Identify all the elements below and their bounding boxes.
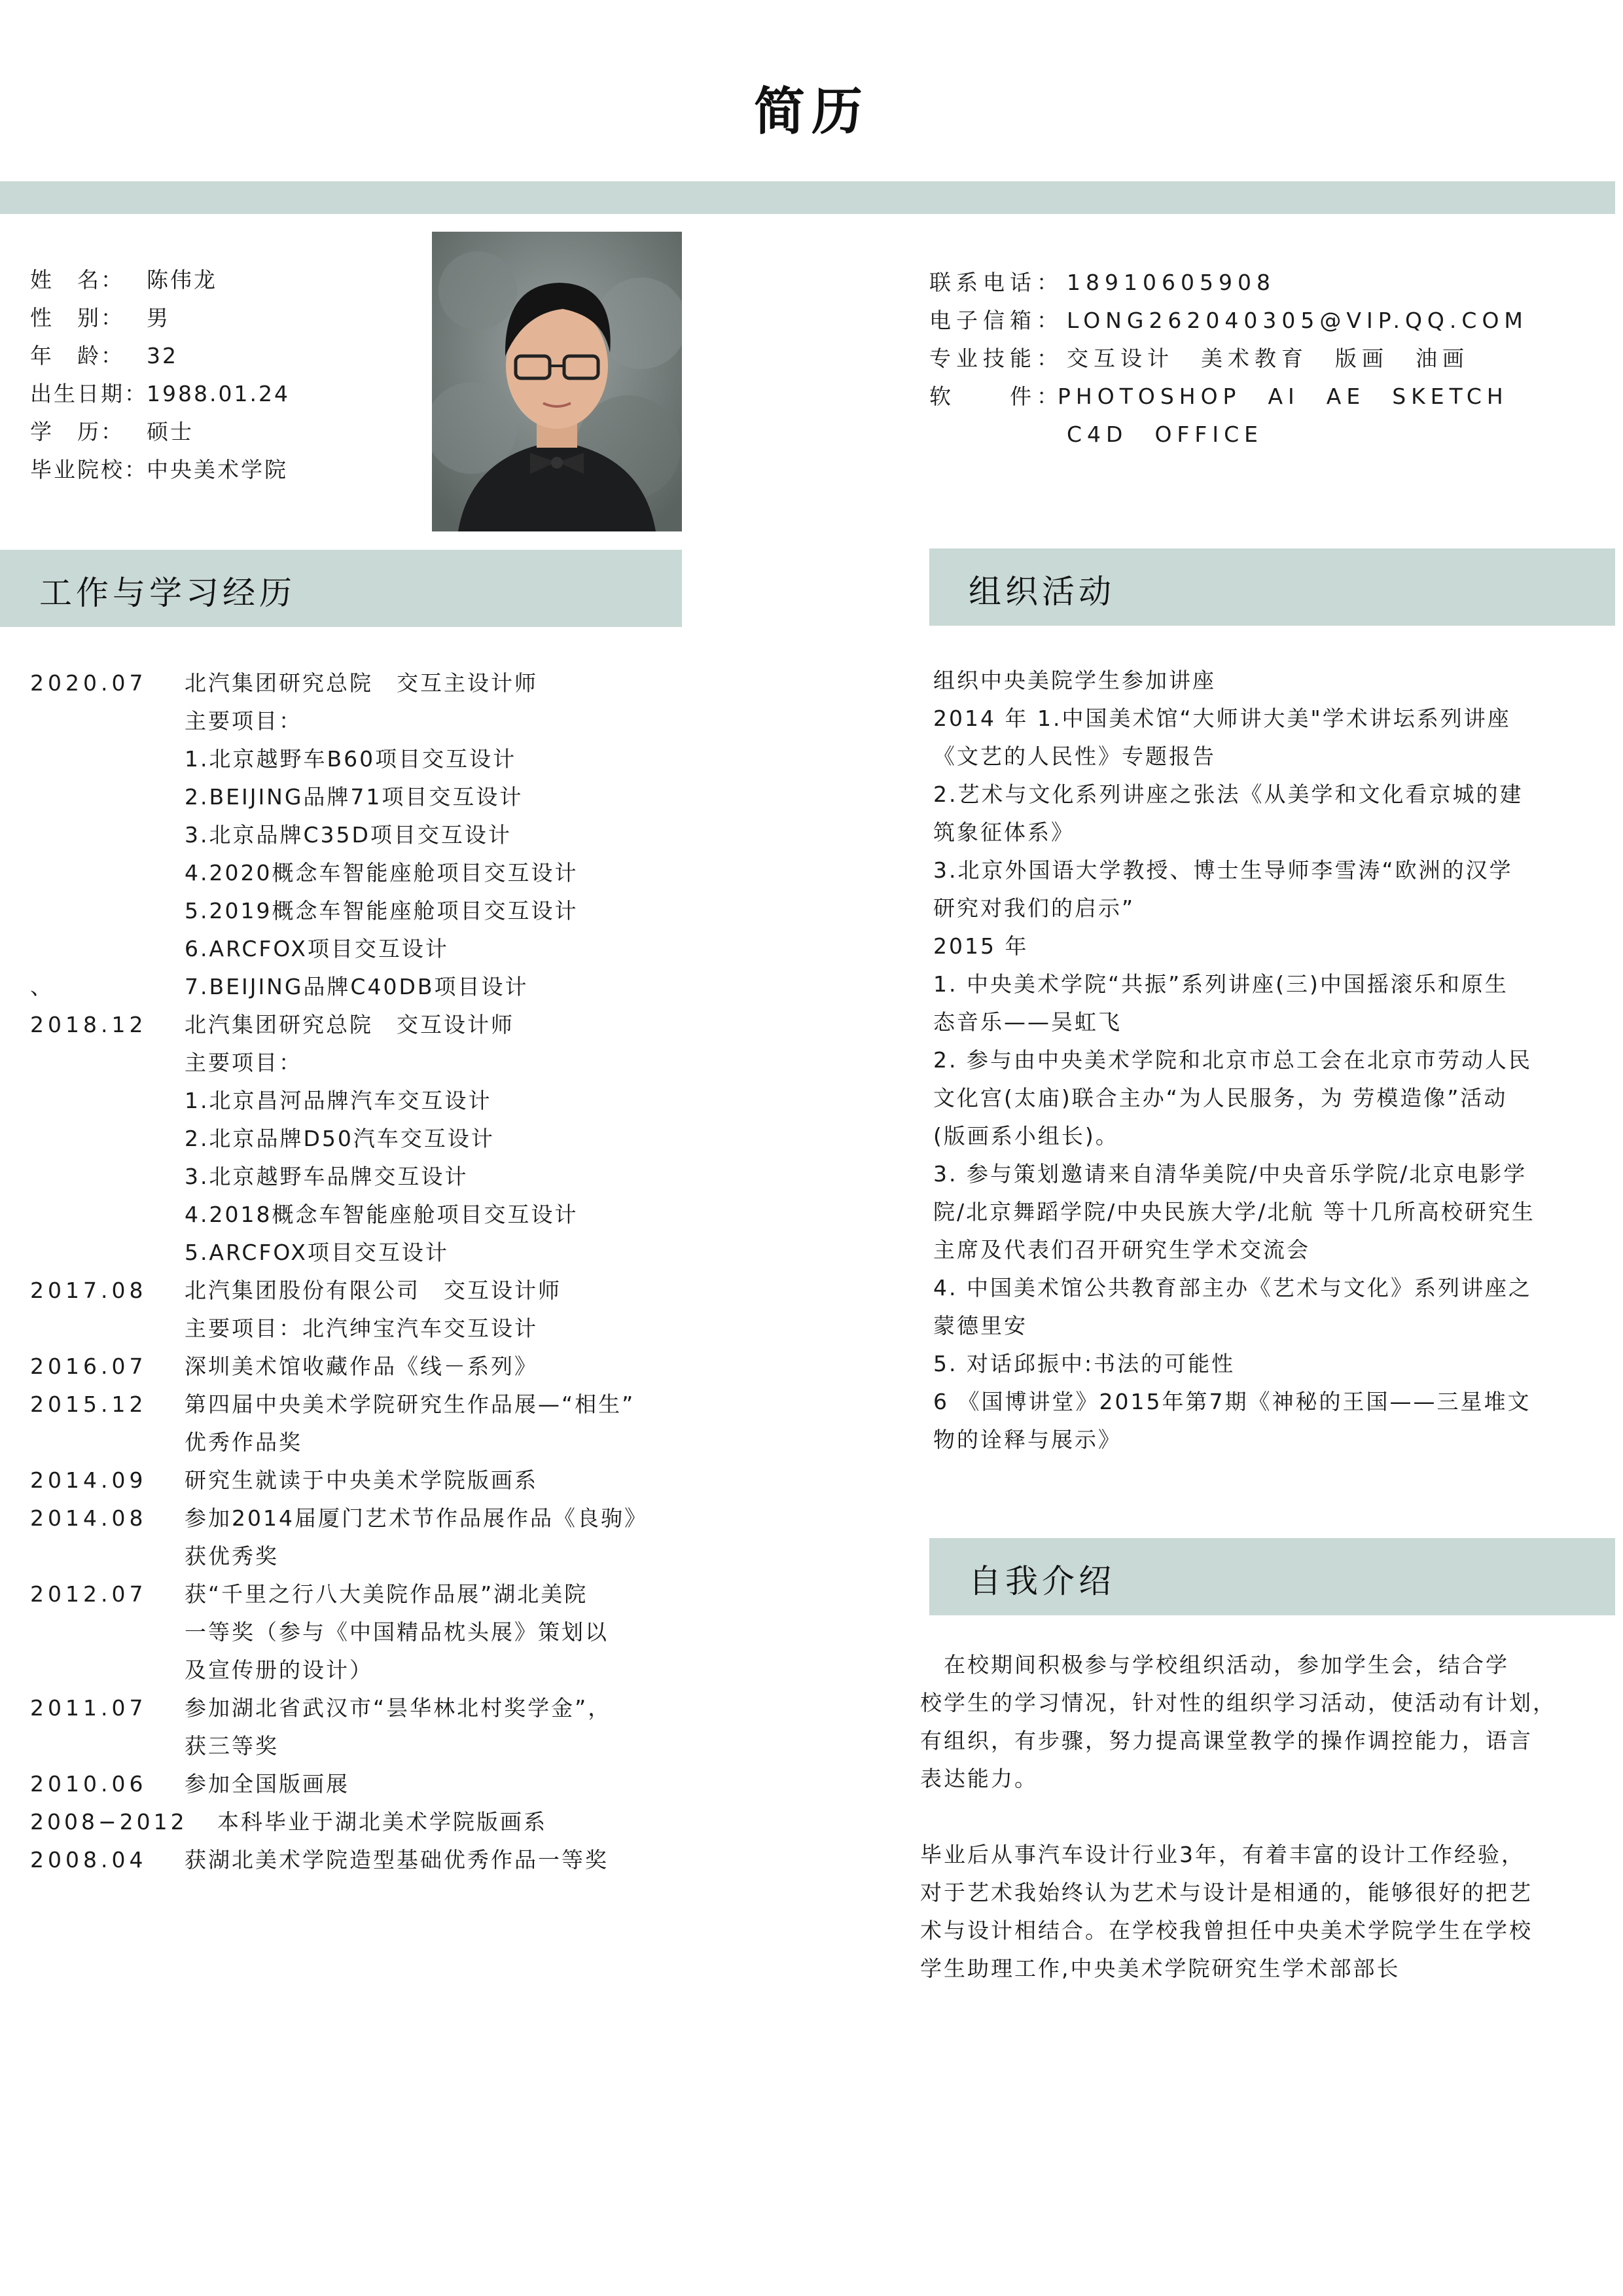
- info-label: 毕业院校：: [30, 457, 148, 482]
- activity-line: 6 《国博讲堂》2015年第7期《神秘的王国——三星堆文: [933, 1389, 1531, 1414]
- experience-text: 1.北京越野车B60项目交互设计: [185, 746, 517, 772]
- experience-text: 及宣传册的设计）: [185, 1657, 373, 1683]
- experience-year: 、: [30, 974, 56, 999]
- contact-label: 专业技能：: [929, 346, 1063, 371]
- contact-label: 电子信箱：: [929, 308, 1063, 333]
- experience-text: 3.北京品牌C35D项目交互设计: [185, 822, 512, 848]
- experience-row: [30, 973, 529, 1001]
- experience-text: 4.2020概念车智能座舱项目交互设计: [185, 860, 579, 886]
- experience-header: [0, 550, 682, 627]
- contact-skills: [929, 344, 1469, 373]
- experience-row: [30, 1428, 302, 1457]
- experience-row: [30, 1580, 588, 1609]
- experience-row: [30, 1086, 492, 1115]
- experience-row: [30, 1846, 609, 1874]
- info-value: 陈伟龙: [147, 267, 217, 293]
- contact-value: 18910605908: [1067, 270, 1275, 295]
- experience-year: 2011.07: [30, 1695, 147, 1721]
- contact-label: 联系电话：: [929, 270, 1063, 295]
- contact-software: [929, 382, 1508, 411]
- contact-label: 软 件：: [929, 384, 1063, 409]
- info-name: [30, 266, 217, 295]
- experience-row: [30, 1276, 562, 1305]
- section-title: 工作与学习经历: [39, 574, 296, 612]
- experience-text: 北汽集团股份有限公司 交互设计师: [185, 1278, 562, 1303]
- experience-text: 4.2018概念车智能座舱项目交互设计: [185, 1202, 579, 1227]
- experience-text: 7.BEIJING品牌C40DB项目设计: [185, 974, 529, 999]
- experience-text: 参加2014届厦门艺术节作品展作品《良驹》: [185, 1505, 648, 1531]
- experience-text: 参加湖北省武汉市“昙华林北村奖学金”，: [185, 1695, 612, 1721]
- info-label: 年 龄：: [30, 343, 124, 368]
- experience-row: [30, 1618, 609, 1647]
- experience-row: [30, 783, 523, 812]
- experience-text: 5.2019概念车智能座舱项目交互设计: [185, 898, 579, 924]
- experience-text: 获“千里之行八大美院作品展”湖北美院: [185, 1581, 588, 1607]
- experience-row: [30, 1200, 578, 1229]
- page-title: 简历: [753, 82, 869, 141]
- experience-year: 2010.06: [30, 1771, 147, 1797]
- experience-row: [30, 897, 578, 925]
- info-label: 性 别：: [30, 305, 124, 331]
- contact-value: 交互设计 美术教育 版画 油画: [1067, 346, 1469, 371]
- experience-text: 主要项目：: [185, 708, 302, 734]
- intro-header: [929, 1538, 1615, 1615]
- info-value: 1988.01.24: [147, 381, 290, 406]
- experience-text: 参加全国版画展: [185, 1771, 349, 1797]
- experience-text: 6.ARCFOX项目交互设计: [185, 936, 449, 961]
- activity-line: 4. 中国美术馆公共教育部主办《艺术与文化》系列讲座之: [933, 1275, 1532, 1300]
- experience-text: 获湖北美术学院造型基础优秀作品一等奖: [185, 1847, 609, 1873]
- activity-line: 蒙德里安: [933, 1313, 1027, 1338]
- activity-line: 院/北京舞蹈学院/中央民族大学/北航 等十几所高校研究生: [933, 1199, 1535, 1225]
- experience-row: [30, 669, 538, 698]
- experience-row: [30, 1011, 514, 1039]
- section-title: 自我介绍: [969, 1562, 1115, 1600]
- experience-year: 2014.08: [30, 1505, 147, 1531]
- header-band: [0, 181, 1615, 214]
- experience-row: [30, 1656, 373, 1685]
- experience-text: 第四届中央美术学院研究生作品展—“相生”: [185, 1391, 635, 1417]
- activity-line: 态音乐——吴虹飞: [933, 1009, 1122, 1035]
- contact-value: LONG262040305@VIP.QQ.COM: [1067, 308, 1528, 333]
- activity-line: 《文艺的人民性》专题报告: [933, 744, 1216, 769]
- experience-year: 2015.12: [30, 1391, 147, 1417]
- info-label: 姓 名：: [30, 267, 124, 293]
- activity-line: 2. 参与由中央美术学院和北京市总工会在北京市劳动人民: [933, 1047, 1532, 1073]
- intro-line: 术与设计相结合。在学校我曾担任中央美术学院学生在学校: [920, 1918, 1533, 1943]
- experience-text: 优秀作品奖: [185, 1429, 302, 1455]
- experience-row: [30, 1238, 449, 1267]
- intro-line: 在校期间积极参与学校组织活动，参加学生会，结合学: [920, 1652, 1509, 1677]
- experience-year: 2008.04: [30, 1847, 147, 1873]
- experience-row: [30, 1390, 635, 1419]
- intro-line: 毕业后从事汽车设计行业3年，有着丰富的设计工作经验，: [920, 1842, 1525, 1867]
- experience-year: 2020.07: [30, 670, 147, 696]
- experience-year: 2008−2012: [30, 1809, 188, 1835]
- experience-row: [30, 1049, 302, 1077]
- experience-row: [30, 859, 578, 888]
- activity-line: 物的诠释与展示》: [933, 1427, 1122, 1452]
- portrait-illustration: [432, 232, 682, 531]
- experience-row: [30, 707, 302, 736]
- section-title: 组织活动: [969, 573, 1115, 611]
- experience-text: 深圳美术馆收藏作品《线－系列》: [185, 1354, 538, 1379]
- activity-line: 5. 对话邱振中:书法的可能性: [933, 1351, 1236, 1376]
- info-gender: [30, 304, 170, 332]
- info-school: [30, 456, 288, 484]
- experience-row: [30, 935, 449, 963]
- experience-text: 一等奖（参与《中国精品枕头展》策划以: [185, 1619, 609, 1645]
- experience-text: 1.北京昌河品牌汽车交互设计: [185, 1088, 492, 1113]
- experience-text: 3.北京越野车品牌交互设计: [185, 1164, 469, 1189]
- contact-software-cont: C4D OFFICE: [1067, 422, 1264, 447]
- experience-text: 本科毕业于湖北美术学院版画系: [217, 1809, 547, 1835]
- activity-line: 组织中央美院学生参加讲座: [933, 668, 1216, 693]
- contact-email: [929, 306, 1528, 335]
- experience-row: [30, 1504, 648, 1533]
- experience-year: 2017.08: [30, 1278, 147, 1303]
- experience-year: 2018.12: [30, 1012, 147, 1037]
- experience-year: 2014.09: [30, 1467, 147, 1493]
- experience-row: [30, 1352, 538, 1381]
- activity-line: 文化宫(太庙)联合主办“为人民服务，为 劳模造像”活动: [933, 1085, 1508, 1111]
- intro-line: 有组织，有步骤，努力提高课堂教学的操作调控能力，语言: [920, 1728, 1533, 1753]
- experience-row: [30, 1542, 279, 1571]
- experience-text: 2.北京品牌D50汽车交互设计: [185, 1126, 495, 1151]
- contact-value: PHOTOSHOP AI AE SKETCH: [1058, 384, 1508, 409]
- profile-photo: [432, 232, 682, 531]
- info-birth: [30, 380, 290, 408]
- experience-row: [30, 1770, 349, 1799]
- experience-row: [30, 1466, 538, 1495]
- info-value: 硕士: [147, 419, 194, 444]
- activity-line: 2015 年: [933, 933, 1029, 959]
- experience-text: 获优秀奖: [185, 1543, 279, 1569]
- activity-line: 2014 年 1.中国美术馆“大师讲大美"学术讲坛系列讲座: [933, 706, 1511, 731]
- info-value: 中央美术学院: [147, 457, 288, 482]
- experience-text: 主要项目：北汽绅宝汽车交互设计: [185, 1316, 538, 1341]
- activity-line: 3. 参与策划邀请来自清华美院/中央音乐学院/北京电影学: [933, 1161, 1527, 1187]
- activity-line: 主席及代表们召开研究生学术交流会: [933, 1237, 1310, 1263]
- experience-text: 获三等奖: [185, 1733, 279, 1759]
- experience-text: 5.ARCFOX项目交互设计: [185, 1240, 449, 1265]
- intro-line: 校学生的学习情况，针对性的组织学习活动，使活动有计划，: [920, 1690, 1556, 1715]
- experience-row: [30, 821, 512, 850]
- activity-line: 研究对我们的启示”: [933, 895, 1135, 921]
- experience-text: 北汽集团研究总院 交互设计师: [185, 1012, 514, 1037]
- info-label: 学 历：: [30, 419, 124, 444]
- info-value: 男: [147, 305, 170, 331]
- intro-line: 对于艺术我始终认为艺术与设计是相通的，能够很好的把艺: [920, 1880, 1533, 1905]
- experience-row: [30, 1314, 538, 1343]
- activity-line: 3.北京外国语大学教授、博士生导师李雪涛“欧洲的汉学: [933, 857, 1513, 883]
- experience-text: 2.BEIJING品牌71项目交互设计: [185, 784, 524, 810]
- intro-line: 学生助理工作,中央美术学院研究生学术部部长: [920, 1956, 1400, 1981]
- experience-row: [30, 1732, 279, 1761]
- info-value: 32: [147, 343, 178, 368]
- activity-line: 筑象征体系》: [933, 819, 1075, 845]
- experience-year: 2016.07: [30, 1354, 147, 1379]
- contact-phone: [929, 268, 1275, 297]
- activity-line: (版画系小组长)。: [933, 1123, 1119, 1149]
- info-education: [30, 418, 194, 446]
- experience-text: 北汽集团研究总院 交互主设计师: [185, 670, 538, 696]
- experience-text: 研究生就读于中央美术学院版画系: [185, 1467, 538, 1493]
- experience-row: [30, 1808, 547, 1837]
- experience-text: 主要项目：: [185, 1050, 302, 1075]
- experience-row: [30, 1124, 495, 1153]
- activity-line: 1. 中央美术学院“共振”系列讲座(三)中国摇滚乐和原生: [933, 971, 1508, 997]
- experience-row: [30, 745, 516, 774]
- activity-line: 2.艺术与文化系列讲座之张法《从美学和文化看京城的建: [933, 781, 1524, 807]
- experience-row: [30, 1694, 611, 1723]
- info-label: 出生日期：: [30, 381, 148, 406]
- activities-header: [929, 548, 1615, 626]
- info-age: [30, 342, 178, 370]
- experience-year: 2012.07: [30, 1581, 147, 1607]
- intro-line: 表达能力。: [920, 1766, 1038, 1791]
- experience-row: [30, 1162, 469, 1191]
